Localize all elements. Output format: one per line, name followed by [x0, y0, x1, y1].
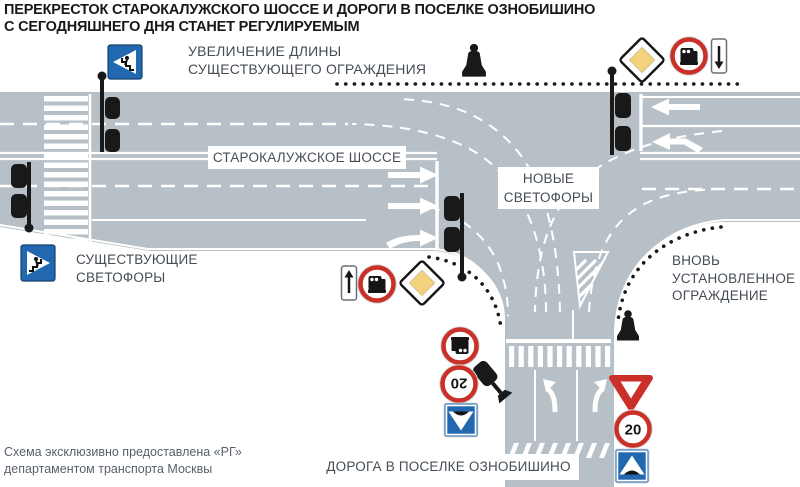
highway-name-label: СТАРОКАЛУЖСКОЕ ШОССЕ	[208, 146, 406, 169]
traffic-light-new-northeast	[608, 67, 632, 156]
speed-limit-value: 20	[450, 374, 468, 392]
zone-end-plate	[712, 39, 727, 73]
new-fence-label: ВНОВЬ УСТАНОВЛЕННОЕ ОГРАЖДЕНИЕ	[672, 253, 796, 303]
zone-start-plate	[342, 266, 357, 300]
fence-icon	[462, 44, 486, 77]
speed-limit-sign	[440, 365, 478, 403]
give-way-sign	[612, 378, 650, 408]
traffic-light-new-southwest	[444, 193, 467, 282]
credit-note: Схема эксклюзивно предоставлена «РГ» департаментом транспорта Москвы	[4, 445, 242, 476]
traffic-light-existing-north	[98, 72, 121, 153]
village-road-label: ДОРОГА В ПОСЕЛКЕ ОЗНОБИШИНО	[318, 454, 579, 480]
title-line-2: С СЕГОДНЯШНЕГО ДНЯ СТАНЕТ РЕГУЛИРУЕМЫМ	[4, 18, 360, 35]
fence-extension-label: УВЕЛИЧЕНИЕ ДЛИНЫ СУЩЕСТВУЮЩЕГО ОГРАЖДЕНИЯ	[188, 43, 427, 77]
new-lights-label: НОВЫЕ СВЕТОФОРЫ	[498, 167, 599, 209]
speed-bump-sign	[615, 449, 649, 483]
speed-limit-sign	[614, 410, 652, 448]
no-trucks-sign	[441, 327, 479, 365]
no-trucks-sign	[358, 265, 396, 303]
speed-limit-value: 20	[624, 421, 642, 439]
fence-icon	[617, 310, 639, 340]
existing-lights-label: СУЩЕСТВУЮЩИЕ СВЕТОФОРЫ	[76, 252, 198, 285]
speed-bump-sign	[444, 403, 478, 437]
pedestrian-subway-sign	[21, 245, 55, 281]
main-road-sign	[399, 260, 444, 305]
main-road-sign	[619, 37, 664, 82]
pedestrian-subway-sign	[108, 45, 142, 79]
no-trucks-sign	[670, 37, 708, 75]
page-title	[4, 2, 595, 35]
title-line-1: ПЕРЕКРЕСТОК СТАРОКАЛУЖСКОГО ШОССЕ И ДОРОГИ В ПОСЕЛКЕ ОЗНОБИШИНО	[4, 2, 596, 18]
